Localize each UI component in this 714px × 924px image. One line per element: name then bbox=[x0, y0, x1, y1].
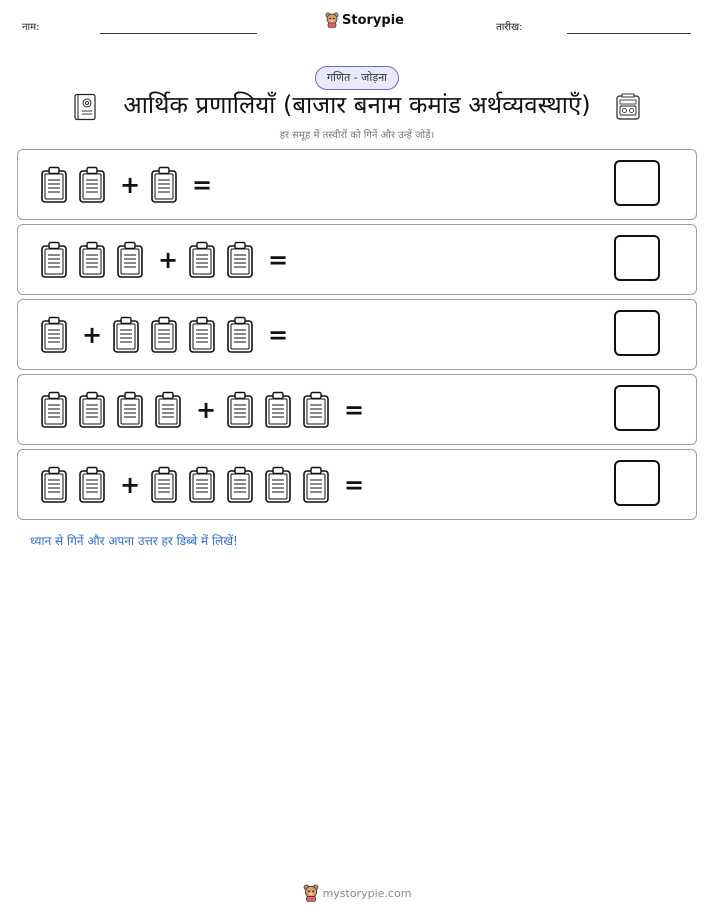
clipboard-icon bbox=[40, 166, 68, 204]
equals-sign: = bbox=[267, 246, 289, 274]
answer-box[interactable] bbox=[614, 460, 660, 506]
problem-row-3 bbox=[17, 299, 697, 370]
plus-sign: + bbox=[157, 246, 179, 274]
equals-sign: = bbox=[267, 321, 289, 349]
clipboard-icon bbox=[188, 241, 216, 279]
plus-sign: + bbox=[195, 396, 217, 424]
clipboard-icon bbox=[40, 391, 68, 429]
footer bbox=[0, 884, 714, 902]
plus-sign: + bbox=[119, 171, 141, 199]
plus-sign: + bbox=[119, 471, 141, 499]
clipboard-icon bbox=[116, 391, 144, 429]
answer-box[interactable] bbox=[614, 160, 660, 206]
clipboard-icon bbox=[40, 466, 68, 504]
plus-sign: + bbox=[81, 321, 103, 349]
subject-badge: गणित - जोड़ना bbox=[315, 66, 399, 90]
clipboard-icon bbox=[150, 166, 178, 204]
clipboard-icon bbox=[112, 316, 140, 354]
clipboard-icon bbox=[302, 466, 330, 504]
bear-mascot-icon bbox=[303, 884, 319, 902]
equals-sign: = bbox=[343, 396, 365, 424]
problem-row-1 bbox=[17, 149, 697, 220]
clipboard-icon bbox=[150, 316, 178, 354]
name-line[interactable] bbox=[100, 33, 257, 34]
bear-mascot-icon bbox=[325, 12, 339, 28]
brand-name: Storypie bbox=[342, 12, 404, 28]
instruction-text: ध्यान से गिनें और अपना उत्तर हर डिब्बे में लिखें! bbox=[30, 534, 238, 548]
problem-expression bbox=[40, 315, 298, 355]
equals-sign: = bbox=[191, 171, 213, 199]
worksheet-title: आर्थिक प्रणालियाँ (बाजार बनाम कमांड अर्थव्यवस्थाएँ) bbox=[123, 91, 591, 119]
clipboard-icon bbox=[116, 241, 144, 279]
worksheet-subtitle: हर समूह में तस्वीरों को गिनें और उन्हें जोड़ें। bbox=[279, 130, 435, 141]
clipboard-icon bbox=[40, 241, 68, 279]
problem-expression bbox=[40, 240, 298, 280]
clipboard-icon bbox=[226, 241, 254, 279]
clipboard-icon bbox=[78, 166, 106, 204]
answer-box[interactable] bbox=[614, 235, 660, 281]
clipboard-icon bbox=[226, 391, 254, 429]
clipboard-icon bbox=[40, 316, 68, 354]
clipboard-icon bbox=[78, 466, 106, 504]
problem-row-2 bbox=[17, 224, 697, 295]
clipboard-icon bbox=[150, 466, 178, 504]
name-label: नाम: bbox=[22, 22, 40, 33]
clipboard-icon bbox=[188, 466, 216, 504]
clipboard-icon bbox=[226, 466, 254, 504]
clipboard-icon bbox=[264, 466, 292, 504]
clipboard-icon bbox=[264, 391, 292, 429]
clipboard-icon bbox=[154, 391, 182, 429]
problem-expression bbox=[40, 390, 374, 430]
problem-expression bbox=[40, 465, 374, 505]
clipboard-icon bbox=[78, 391, 106, 429]
date-line[interactable] bbox=[567, 33, 691, 34]
clipboard-icon bbox=[188, 316, 216, 354]
problem-row-4 bbox=[17, 374, 697, 445]
date-label: तारीख: bbox=[496, 22, 523, 33]
footer-site: mystorypie.com bbox=[322, 886, 412, 900]
problem-row-5 bbox=[17, 449, 697, 520]
brand-logo bbox=[325, 12, 404, 28]
answer-box[interactable] bbox=[614, 310, 660, 356]
clipboard-icon bbox=[226, 316, 254, 354]
answer-box[interactable] bbox=[614, 385, 660, 431]
problem-expression bbox=[40, 165, 222, 205]
clipboard-icon bbox=[78, 241, 106, 279]
clipboard-icon bbox=[302, 391, 330, 429]
equals-sign: = bbox=[343, 471, 365, 499]
